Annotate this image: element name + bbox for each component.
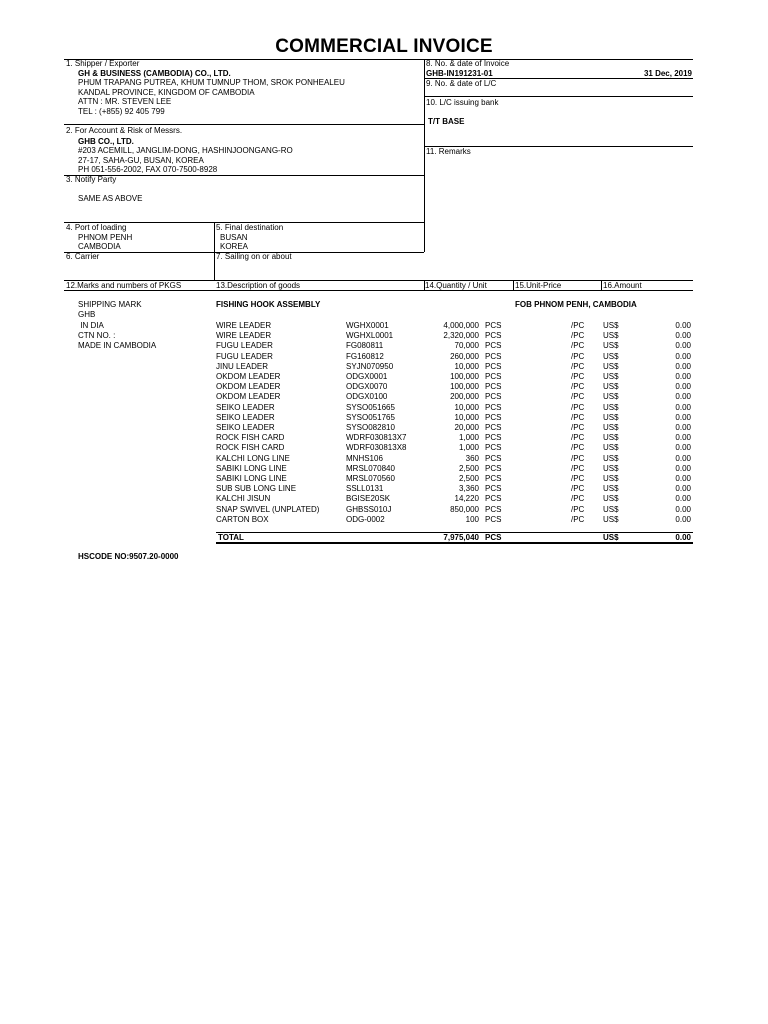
item-currency: US$ — [603, 392, 619, 401]
item-unit-price: /PC — [571, 454, 585, 463]
item-unit: PCS — [485, 454, 502, 463]
item-code: WDRF030813X8 — [346, 443, 407, 452]
item-quantity: 1,000 — [458, 443, 479, 452]
item-description: JINU LEADER — [216, 362, 269, 371]
port-loading-label: 4. Port of loading — [66, 223, 127, 232]
item-unit-price: /PC — [571, 484, 585, 493]
item-quantity: 100 — [465, 515, 479, 524]
shipper-tel: TEL : (+855) 92 405 799 — [78, 107, 165, 116]
total-quantity: 7,975,040 — [443, 533, 479, 542]
item-code: SYSO051665 — [346, 403, 395, 412]
item-currency: US$ — [603, 464, 619, 473]
item-amount: 0.00 — [675, 331, 691, 340]
item-code: MNHS106 — [346, 454, 383, 463]
total-amount: 0.00 — [675, 533, 691, 542]
item-quantity: 260,000 — [450, 352, 479, 361]
item-code: BGISE20SK — [346, 494, 391, 503]
item-description: OKDOM LEADER — [216, 382, 281, 391]
item-amount: 0.00 — [675, 382, 691, 391]
item-currency: US$ — [603, 484, 619, 493]
item-description: KALCHI JISUN — [216, 494, 271, 503]
item-currency: US$ — [603, 515, 619, 524]
rule-consignee-bottom — [64, 175, 424, 176]
item-amount: 0.00 — [675, 321, 691, 330]
terms: FOB PHNOM PENH, CAMBODIA — [515, 300, 637, 309]
item-unit: PCS — [485, 372, 502, 381]
item-unit: PCS — [485, 443, 502, 452]
item-currency: US$ — [603, 362, 619, 371]
item-quantity: 10,000 — [454, 403, 479, 412]
port-loading-country: CAMBODIA — [78, 242, 121, 251]
item-description: ROCK FISH CARD — [216, 443, 285, 452]
item-unit: PCS — [485, 505, 502, 514]
item-quantity: 100,000 — [450, 382, 479, 391]
item-currency: US$ — [603, 321, 619, 330]
rule-top — [64, 59, 693, 60]
item-description: SEIKO LEADER — [216, 413, 275, 422]
consignee-address-line: 27-17, SAHA-GU, BUSAN, KOREA — [78, 156, 204, 165]
item-description: SEIKO LEADER — [216, 403, 275, 412]
invoice-date: 31 Dec, 2019 — [643, 69, 692, 78]
item-unit: PCS — [485, 321, 502, 330]
item-amount: 0.00 — [675, 392, 691, 401]
lc-label: 9. No. & date of L/C — [426, 79, 497, 88]
shipping-mark-line: CTN NO. : — [78, 331, 116, 340]
item-amount: 0.00 — [675, 433, 691, 442]
item-unit-price: /PC — [571, 382, 585, 391]
item-unit-price: /PC — [571, 403, 585, 412]
shipping-mark-line: SHIPPING MARK — [78, 300, 142, 309]
item-amount: 0.00 — [675, 413, 691, 422]
item-description: OKDOM LEADER — [216, 392, 281, 401]
shipper-label: 1. Shipper / Exporter — [66, 59, 140, 68]
item-description: SABIKI LONG LINE — [216, 474, 287, 483]
item-currency: US$ — [603, 494, 619, 503]
item-description: SNAP SWIVEL (UNPLATED) — [216, 505, 320, 514]
hscode: HSCODE NO:9507.20-0000 — [78, 552, 179, 561]
item-code: ODGX0070 — [346, 382, 388, 391]
item-quantity: 850,000 — [450, 505, 479, 514]
item-code: WDRF030813X7 — [346, 433, 407, 442]
item-currency: US$ — [603, 505, 619, 514]
rule-shipper-bottom — [64, 124, 424, 125]
rule-col-amount — [601, 280, 602, 290]
rule-vertical-ports — [214, 222, 215, 280]
item-amount: 0.00 — [675, 443, 691, 452]
item-description: KALCHI LONG LINE — [216, 454, 290, 463]
item-currency: US$ — [603, 331, 619, 340]
consignee-address-line: #203 ACEMILL, JANGLIM-DONG, HASHINJOONGANG-RO — [78, 146, 293, 155]
item-code: FG080811 — [346, 341, 384, 350]
item-quantity: 200,000 — [450, 392, 479, 401]
consignee-phone: PH 051-556-2002, FAX 070-7500-8928 — [78, 165, 218, 174]
item-code: FG160812 — [346, 352, 384, 361]
item-code: ODG-0002 — [346, 515, 385, 524]
item-code: WGHXL0001 — [346, 331, 394, 340]
item-description: FUGU LEADER — [216, 341, 273, 350]
shipper-address-line: PHUM TRAPANG PUTREA, KHUM TUMNUP THOM, SROK PONHEALEU — [78, 78, 345, 87]
document-title: COMMERCIAL INVOICE — [275, 36, 493, 57]
final-destination-label: 5. Final destination — [216, 223, 284, 232]
item-unit-price: /PC — [571, 494, 585, 503]
item-unit-price: /PC — [571, 413, 585, 422]
item-amount: 0.00 — [675, 352, 691, 361]
lc-bank-label: 10. L/C issuing bank — [426, 98, 499, 107]
item-description: FUGU LEADER — [216, 352, 273, 361]
item-unit-price: /PC — [571, 362, 585, 371]
item-unit-price: /PC — [571, 505, 585, 514]
item-unit: PCS — [485, 392, 502, 401]
item-unit-price: /PC — [571, 331, 585, 340]
item-description: CARTON BOX — [216, 515, 269, 524]
item-quantity: 70,000 — [454, 341, 479, 350]
item-unit: PCS — [485, 413, 502, 422]
item-amount: 0.00 — [675, 341, 691, 350]
item-description: WIRE LEADER — [216, 321, 272, 330]
item-currency: US$ — [603, 474, 619, 483]
item-description: SABIKI LONG LINE — [216, 464, 287, 473]
col-header-amount: 16.Amount — [603, 281, 642, 290]
item-description: OKDOM LEADER — [216, 372, 281, 381]
item-amount: 0.00 — [675, 362, 691, 371]
invoice-number: GHB-IN191231-01 — [426, 69, 493, 78]
item-unit-price: /PC — [571, 443, 585, 452]
item-unit: PCS — [485, 352, 502, 361]
rule-col-price — [513, 280, 514, 290]
rule-vertical-main — [424, 59, 425, 252]
item-unit: PCS — [485, 433, 502, 442]
item-quantity: 10,000 — [454, 413, 479, 422]
item-description: ROCK FISH CARD — [216, 433, 285, 442]
shipping-mark-line: MADE IN CAMBODIA — [78, 341, 157, 350]
item-code: GHBSS010J — [346, 505, 392, 514]
final-destination-country: KOREA — [220, 242, 249, 251]
item-code: MRSL070840 — [346, 464, 395, 473]
notify-label: 3. Notify Party — [66, 175, 117, 184]
rule-total-bottom — [216, 542, 693, 544]
item-unit: PCS — [485, 464, 502, 473]
total-label: TOTAL — [218, 533, 244, 542]
item-amount: 0.00 — [675, 423, 691, 432]
item-amount: 0.00 — [675, 494, 691, 503]
item-unit: PCS — [485, 341, 502, 350]
item-unit-price: /PC — [571, 372, 585, 381]
item-quantity: 2,500 — [458, 464, 479, 473]
consignee-label: 2. For Account & Risk of Messrs. — [66, 126, 183, 135]
item-currency: US$ — [603, 443, 619, 452]
invoice-label: 8. No. & date of Invoice — [426, 59, 510, 68]
item-unit: PCS — [485, 331, 502, 340]
notify-value: SAME AS ABOVE — [78, 194, 143, 203]
item-unit-price: /PC — [571, 515, 585, 524]
item-currency: US$ — [603, 352, 619, 361]
item-code: SYJN070950 — [346, 362, 394, 371]
item-quantity: 1,000 — [458, 433, 479, 442]
item-quantity: 3,360 — [458, 484, 479, 493]
item-unit-price: /PC — [571, 392, 585, 401]
item-quantity: 10,000 — [454, 362, 479, 371]
sailing-label: 7. Sailing on or about — [216, 252, 292, 261]
consignee-name: GHB CO., LTD. — [78, 137, 134, 146]
item-code: SYSO082810 — [346, 423, 395, 432]
item-amount: 0.00 — [675, 454, 691, 463]
col-header-quantity: 14.Quantity / Unit — [425, 281, 487, 290]
item-unit-price: /PC — [571, 474, 585, 483]
shipping-mark-line: GHB — [78, 310, 96, 319]
item-code: SSLL0131 — [346, 484, 384, 493]
item-amount: 0.00 — [675, 484, 691, 493]
shipper-name: GH & BUSINESS (CAMBODIA) CO., LTD. — [78, 69, 231, 78]
item-description: SUB SUB LONG LINE — [216, 484, 297, 493]
rule-lc-bottom — [424, 96, 693, 97]
item-amount: 0.00 — [675, 474, 691, 483]
item-unit: PCS — [485, 515, 502, 524]
item-currency: US$ — [603, 382, 619, 391]
item-quantity: 14,220 — [454, 494, 479, 503]
item-unit-price: /PC — [571, 352, 585, 361]
item-description: WIRE LEADER — [216, 331, 272, 340]
item-unit-price: /PC — [571, 321, 585, 330]
port-loading-city: PHNOM PENH — [78, 233, 133, 242]
item-quantity: 360 — [465, 454, 479, 463]
item-currency: US$ — [603, 423, 619, 432]
item-unit: PCS — [485, 494, 502, 503]
item-unit: PCS — [485, 382, 502, 391]
item-unit: PCS — [485, 484, 502, 493]
item-description: SEIKO LEADER — [216, 423, 275, 432]
goods-title: FISHING HOOK ASSEMBLY — [216, 300, 321, 309]
item-currency: US$ — [603, 413, 619, 422]
item-amount: 0.00 — [675, 403, 691, 412]
item-unit: PCS — [485, 423, 502, 432]
item-code: ODGX0001 — [346, 372, 388, 381]
item-currency: US$ — [603, 372, 619, 381]
item-code: WGHX0001 — [346, 321, 389, 330]
total-unit: PCS — [485, 533, 502, 542]
total-currency: US$ — [603, 533, 619, 542]
lc-bank-value: T/T BASE — [428, 117, 465, 126]
item-amount: 0.00 — [675, 372, 691, 381]
shipper-attn: ATTN : MR. STEVEN LEE — [78, 97, 172, 106]
item-code: SYSO051765 — [346, 413, 395, 422]
item-quantity: 100,000 — [450, 372, 479, 381]
item-unit: PCS — [485, 474, 502, 483]
item-quantity: 4,000,000 — [443, 321, 479, 330]
shipper-address-line: KANDAL PROVINCE, KINGDOM OF CAMBODIA — [78, 88, 255, 97]
item-quantity: 20,000 — [454, 423, 479, 432]
item-currency: US$ — [603, 454, 619, 463]
col-header-marks: 12.Marks and numbers of PKGS — [66, 281, 182, 290]
item-unit-price: /PC — [571, 464, 585, 473]
item-unit-price: /PC — [571, 341, 585, 350]
item-amount: 0.00 — [675, 464, 691, 473]
item-currency: US$ — [603, 403, 619, 412]
item-currency: US$ — [603, 433, 619, 442]
item-quantity: 2,320,000 — [443, 331, 479, 340]
item-unit: PCS — [485, 403, 502, 412]
final-destination-city: BUSAN — [220, 233, 248, 242]
item-amount: 0.00 — [675, 505, 691, 514]
item-amount: 0.00 — [675, 515, 691, 524]
col-header-unit-price: 15.Unit-Price — [515, 281, 562, 290]
item-unit-price: /PC — [571, 433, 585, 442]
shipping-mark-line: IN DIA — [78, 321, 104, 330]
item-unit: PCS — [485, 362, 502, 371]
item-currency: US$ — [603, 341, 619, 350]
col-header-description: 13.Description of goods — [216, 281, 301, 290]
remarks-label: 11. Remarks — [426, 147, 471, 156]
item-unit-price: /PC — [571, 423, 585, 432]
item-code: ODGX0100 — [346, 392, 388, 401]
carrier-label: 6. Carrier — [66, 252, 100, 261]
item-code: MRSL070560 — [346, 474, 395, 483]
item-quantity: 2,500 — [458, 474, 479, 483]
